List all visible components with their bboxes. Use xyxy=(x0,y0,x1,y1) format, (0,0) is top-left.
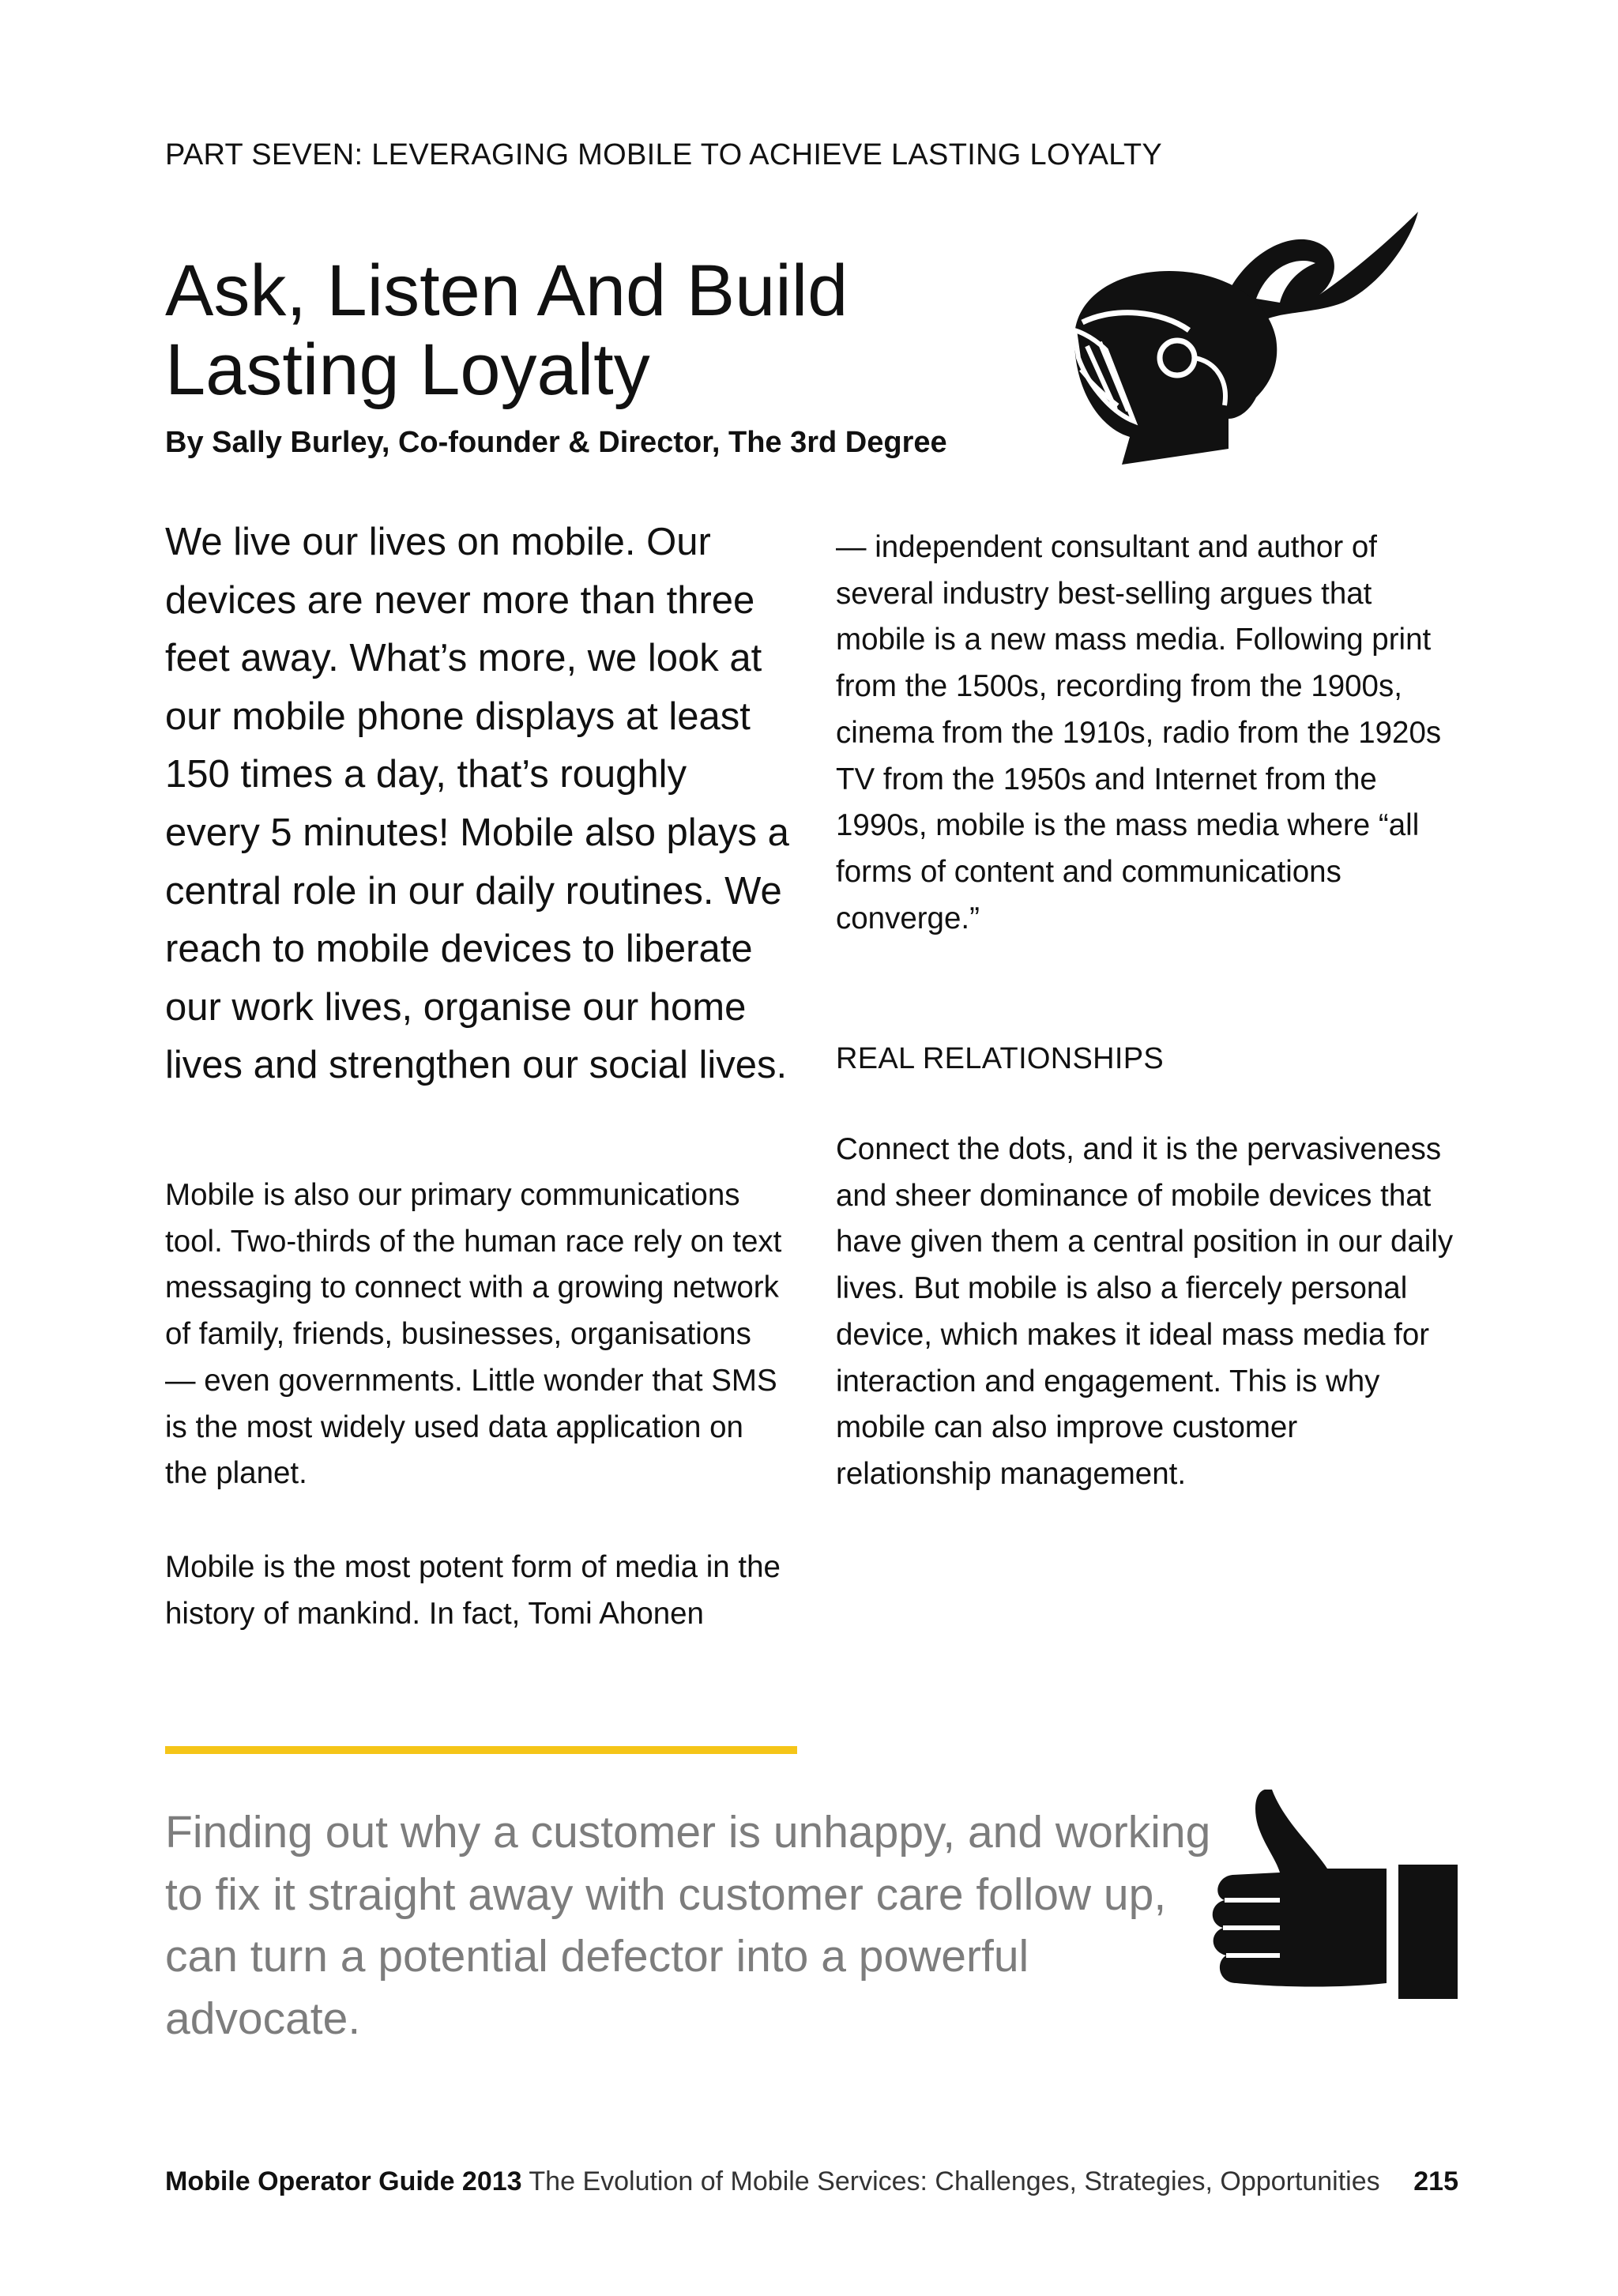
page-number: 215 xyxy=(1413,2166,1458,2196)
footer-publication: Mobile Operator Guide 2013 xyxy=(165,2166,522,2196)
byline: By Sally Burley, Co-founder & Director, The 3rd Degree xyxy=(165,426,947,459)
body-paragraph: Mobile is the most potent form of media in the history of mankind. In fact, Tomi Ahonen xyxy=(165,1550,781,1631)
knight-helmet-icon xyxy=(1059,212,1419,465)
section-heading: PART SEVEN: LEVERAGING MOBILE TO ACHIEVE LASTING LOYALTY xyxy=(165,138,1163,171)
body-paragraph: Mobile is also our primary communications tool. Two-thirds of the human race rely on text messaging to connect with a growing network of family, friends, businesses, organisations — even governments. Little wonder that SMS is the most widely used data application on the planet. xyxy=(165,1178,782,1491)
pullquote-rule xyxy=(165,1746,797,1754)
body-paragraph: — independent consultant and author of several industry best-selling argues that mobile is a new mass media. Following print from the 1500s, recording from the 1900s, cinema from the 1910s, radio from the 1920s TV from the 1950s and Internet from the 1990s, mobile is the mass media where “all forms of content and communications converge.” xyxy=(836,530,1442,935)
body-paragraph: Connect the dots, and it is the pervasiveness and sheer dominance of mobile devices that have given them a central position in our daily lives. But mobile is also a fiercely personal device, which makes it ideal mass media for interaction and engagement. This is why mobile can also improve customer relationship management. xyxy=(836,1132,1454,1491)
title-line-1: Ask, Listen And Build xyxy=(165,250,849,331)
pull-quote: Finding out why a customer is unhappy, and working to fix it straight away with customer care follow up, can turn a potential defector into a powerful advocate. xyxy=(165,1807,1211,2044)
subheading: REAL RELATIONSHIPS xyxy=(836,1042,1165,1075)
title-line-2: Lasting Loyalty xyxy=(165,329,650,410)
thumbs-up-icon xyxy=(1201,1790,1458,2003)
lead-paragraph: We live our lives on mobile. Our devices are never more than three feet away. What’s more, we look at our mobile phone displays at least 150 times a day, that’s roughly every 5 minutes! Mobile also plays a central role in our daily routines. We reach to mobile devices to liberate our work lives, organise our home lives and strengthen our social lives. xyxy=(165,521,789,1087)
article-title xyxy=(165,251,1034,409)
footer-subtitle: The Evolution of Mobile Services: Challenges, Strategies, Opportunities xyxy=(529,2166,1380,2196)
footer xyxy=(165,2162,1429,2201)
